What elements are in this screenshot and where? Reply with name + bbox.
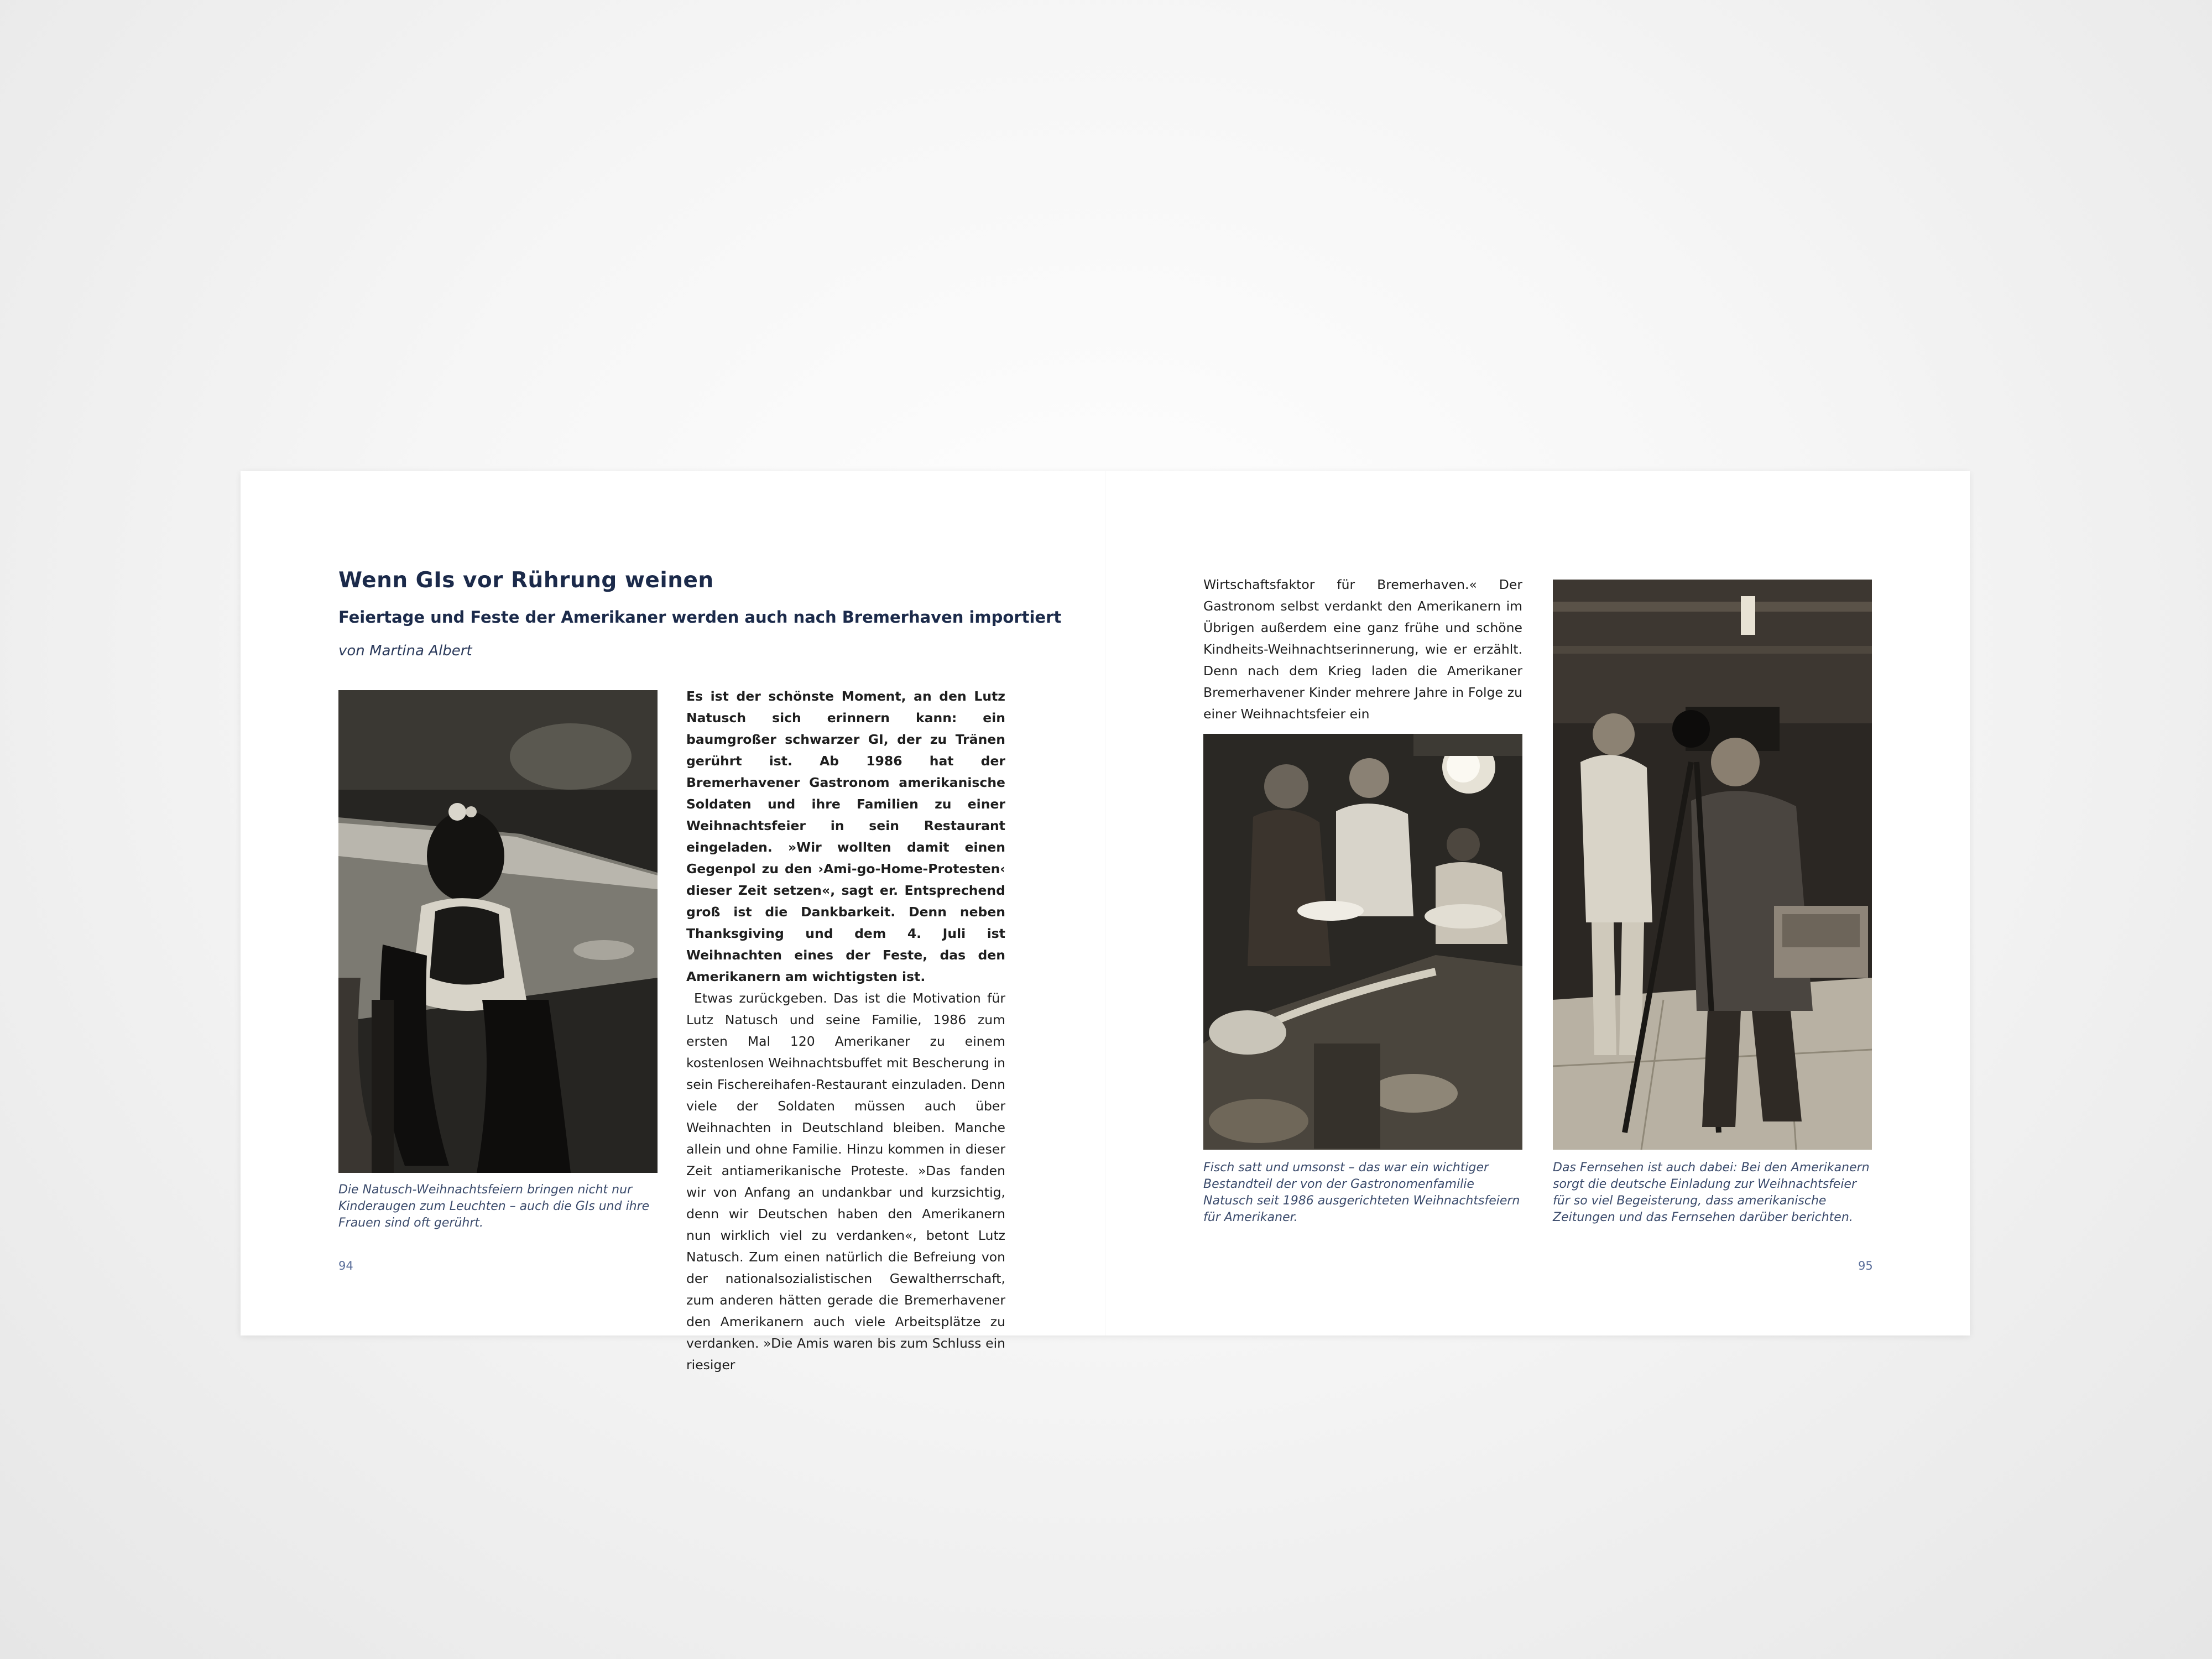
right-photo-caption: Das Fernsehen ist auch dabei: Bei den Amerikanern sorgt die deutsche Einladung zur Weihnachtsfeier für so viel Begeisterung, dass amerikanische Zeitungen und das Fernsehen darüber berichten. [1553, 1161, 1870, 1224]
article-body-right: Wirtschaftsfaktor für Bremerhaven.« Der Gastronom selbst verdankt den Amerikanern im Übrigen außerdem eine ganz frühe und schöne Kindheits-Weihnachtserinnerung, wie er erzählt. Denn nach dem Krieg laden die Amerikaner Bremerhavener Kinder mehrere Jahre in Folge zu einer Weihnachtsfeier ein [1203, 577, 1522, 722]
article-title: Wenn GIs vor Rührung weinen [338, 568, 714, 593]
article-body-left [686, 686, 1005, 1376]
page-number-right: 95 [1858, 1259, 1873, 1272]
page-gutter [1105, 471, 1106, 1335]
article-subtitle: Feiertage und Feste der Amerikaner werden auch nach Bremerhaven importiert [338, 608, 1062, 627]
body-paragraph: Etwas zurückgeben. Das ist die Motivation für Lutz Natusch und seine Familie, 1986 zum ersten Mal 120 Amerikaner zu einem kostenlosen Weihnachtsbuffet mit Bescherung in sein Fischereihafen-Restaurant einzuladen. Denn viele der Soldaten müssen auch über Weihnachten in Deutschland bleiben. Manche allein und ohne Familie. Hinzu kommen in dieser Zeit antiamerikanische Proteste. »Das fanden wir von Anfang an undankbar und kurzsichtig, denn wir Deutschen haben den Amerikanern nun wirklich viel zu verdanken«, betont Lutz Natusch. Zum einen natürlich die Befreiung von der nationalsozialistischen Gewaltherrschaft, zum anderen hätten gerade die Bremerhavener den Amerikanern auch viele Arbeitsplätze zu verdanken. »Die Amis waren bis zum Schluss ein riesiger [686, 990, 1005, 1373]
page-number-left: 94 [338, 1259, 353, 1272]
middle-photo-caption: Fisch satt und umsonst – das war ein wichtiger Bestandteil der von der Gastronomenfamilie Natusch seit 1986 ausgerichteten Weihnachtsfeiern für Amerikaner. [1203, 1161, 1520, 1224]
photo-tv-crew [1553, 580, 1872, 1150]
photo-fish-buffet [1203, 734, 1522, 1150]
left-photo-caption: Die Natusch-Weihnachtsfeiern bringen nicht nur Kinderaugen zum Leuchten – auch die GIs und ihre Frauen sind oft gerührt. [338, 1183, 650, 1230]
article-byline: von Martina Albert [338, 643, 472, 659]
book-spread [241, 471, 1970, 1373]
body-lead-paragraph: Es ist der schönste Moment, an den Lutz Natusch sich erinnern kann: ein baumgroßer schwarzer GI, der zu Tränen gerührt ist. Ab 1986 hat der Bremerhavener Gastronom amerikanische Soldaten und ihre Familien zu einer Weihnachtsfeier in sein Restaurant eingeladen. »Wir wollten damit einen Gegenpol zu den ›Ami-go-Home-Protesten‹ dieser Zeit setzen«, sagt er. Entsprechend groß ist die Dankbarkeit. Denn neben Thanksgiving und dem 4. Juli ist Weihnachten eines der Feste, das den Amerikanern am wichtigsten ist. [686, 688, 1005, 984]
photo-child-at-table [338, 690, 658, 1173]
